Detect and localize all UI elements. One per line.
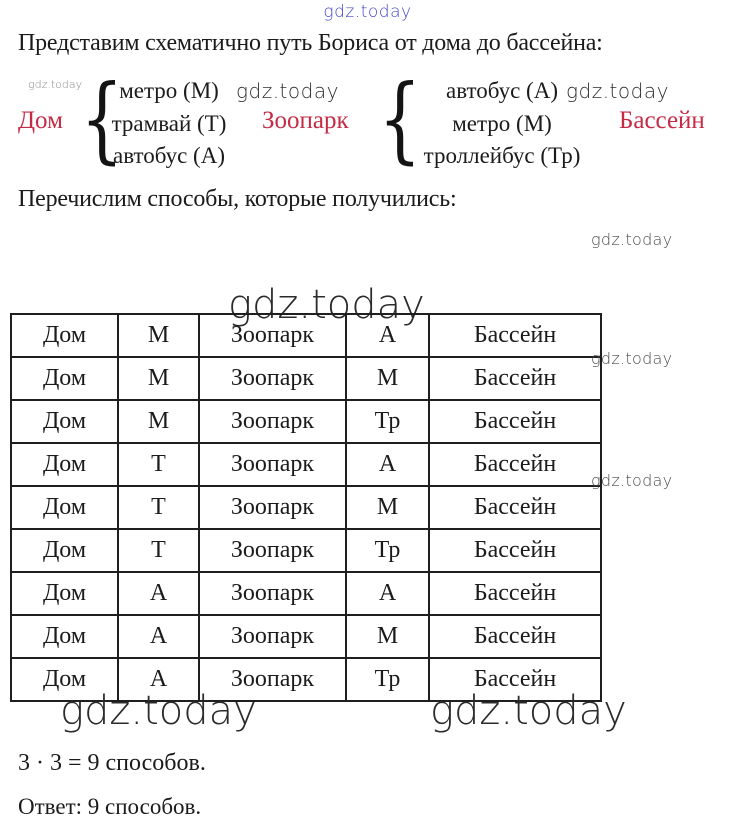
table-cell: Дом bbox=[11, 400, 118, 443]
table-cell: Бассейн bbox=[429, 615, 601, 658]
table-row bbox=[11, 572, 601, 615]
table-row bbox=[11, 357, 601, 400]
table-cell: Дом bbox=[11, 314, 118, 357]
table-cell: Зоопарк bbox=[199, 357, 346, 400]
table-cell: Дом bbox=[11, 615, 118, 658]
table-cell: Бассейн bbox=[429, 486, 601, 529]
watermark-table-top: gdz.today bbox=[228, 282, 425, 328]
transport-option: трамвай (Т) bbox=[111, 110, 227, 136]
transport-option: троллейбус (Тр) bbox=[423, 143, 581, 168]
table-cell: Зоопарк bbox=[199, 314, 346, 357]
answer-line: Ответ: 9 способов. bbox=[18, 794, 202, 819]
watermark-bottom-left: gdz.today bbox=[60, 688, 257, 734]
table-row bbox=[11, 400, 601, 443]
table-cell: Бассейн bbox=[429, 572, 601, 615]
watermark-after-metro: gdz.today bbox=[236, 79, 339, 103]
table-cell: Зоопарк bbox=[199, 443, 346, 486]
transport-option: метро (М) bbox=[119, 78, 219, 103]
transport-option: автобус (А) bbox=[446, 78, 558, 103]
watermark-right-2: gdz.today bbox=[591, 349, 673, 368]
leg1-options bbox=[100, 75, 238, 173]
table-cell: М bbox=[346, 357, 429, 400]
middle-node-label: Зоопарк bbox=[262, 107, 349, 134]
ways-table-body bbox=[11, 314, 601, 701]
table-cell: Зоопарк bbox=[199, 529, 346, 572]
right-brace: { bbox=[378, 65, 422, 174]
table-cell: Зоопарк bbox=[199, 400, 346, 443]
table-cell: Дом bbox=[11, 529, 118, 572]
watermark-after-avtobus: gdz.today bbox=[566, 79, 669, 103]
table-cell: Зоопарк bbox=[199, 486, 346, 529]
table-cell: Зоопарк bbox=[199, 658, 346, 701]
table-cell: Бассейн bbox=[429, 357, 601, 400]
table-cell: Зоопарк bbox=[199, 615, 346, 658]
table-cell: Дом bbox=[11, 486, 118, 529]
table-cell: А bbox=[118, 658, 199, 701]
watermark-right-3: gdz.today bbox=[591, 471, 673, 490]
left-brace: { bbox=[80, 65, 124, 174]
calculation-line: 3 · 3 = 9 способов. bbox=[18, 750, 206, 776]
table-cell: М bbox=[118, 400, 199, 443]
table-cell: А bbox=[118, 572, 199, 615]
table-cell: Зоопарк bbox=[199, 572, 346, 615]
table-cell: Дом bbox=[11, 443, 118, 486]
table-row bbox=[11, 529, 601, 572]
watermark-schematic-corner: gdz.today bbox=[28, 78, 83, 91]
ways-table bbox=[10, 313, 602, 702]
start-node-label: Дом bbox=[18, 107, 63, 134]
intro-heading: Представим схематично путь Бориса от дома до бассейна: bbox=[18, 30, 603, 56]
table-cell: М bbox=[346, 486, 429, 529]
table-cell: Т bbox=[118, 443, 199, 486]
table-cell: Тр bbox=[346, 529, 429, 572]
transport-option: автобус (А) bbox=[113, 143, 225, 168]
watermark-right-1: gdz.today bbox=[591, 230, 673, 249]
list-heading: Перечислим способы, которые получились: bbox=[18, 186, 457, 212]
table-cell: Бассейн bbox=[429, 529, 601, 572]
table-row bbox=[11, 615, 601, 658]
table-cell: Бассейн bbox=[429, 314, 601, 357]
table-cell: Тр bbox=[346, 658, 429, 701]
table-cell: А bbox=[118, 615, 199, 658]
watermark-top: gdz.today bbox=[323, 2, 412, 22]
table-cell: Бассейн bbox=[429, 443, 601, 486]
table-cell: Дом bbox=[11, 357, 118, 400]
table-cell: А bbox=[346, 572, 429, 615]
end-node-label: Бассейн bbox=[619, 107, 705, 134]
table-cell: Дом bbox=[11, 658, 118, 701]
table-cell: М bbox=[118, 314, 199, 357]
table-cell: А bbox=[346, 314, 429, 357]
transport-option: метро (М) bbox=[452, 110, 552, 136]
table-cell: Т bbox=[118, 529, 199, 572]
table-cell: М bbox=[346, 615, 429, 658]
table-cell: А bbox=[346, 443, 429, 486]
table-cell: Т bbox=[118, 486, 199, 529]
table-row bbox=[11, 486, 601, 529]
table-cell: Тр bbox=[346, 400, 429, 443]
table-cell: Бассейн bbox=[429, 400, 601, 443]
table-cell: М bbox=[118, 357, 199, 400]
watermark-bottom-right: gdz.today bbox=[430, 688, 627, 734]
table-row bbox=[11, 443, 601, 486]
table-row bbox=[11, 314, 601, 357]
table-cell: Бассейн bbox=[429, 658, 601, 701]
table-cell: Дом bbox=[11, 572, 118, 615]
